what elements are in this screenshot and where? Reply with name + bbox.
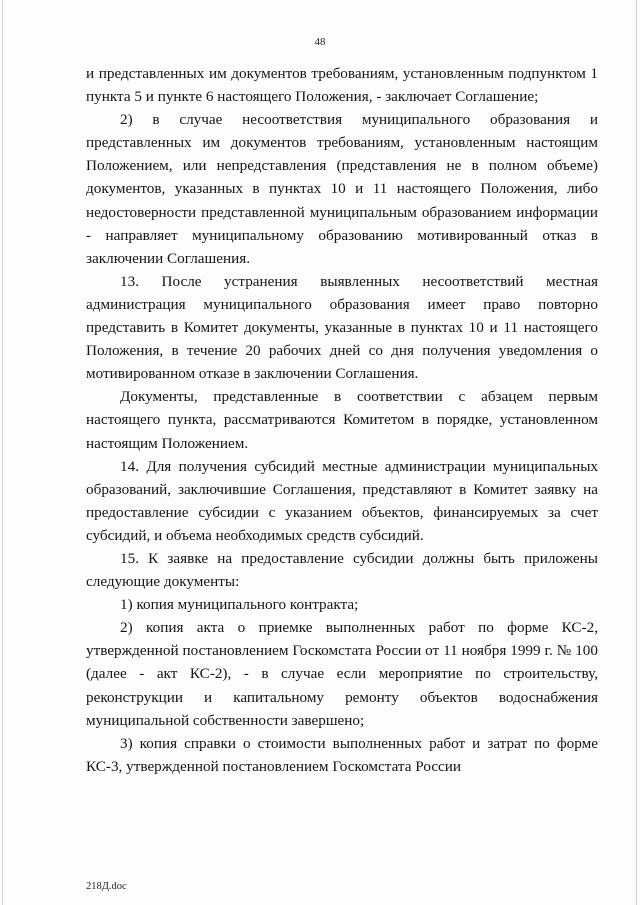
paragraph-clause-14: 14. Для получения субсидий местные администрации муниципальных образований, заключившие Соглашения, представляют в Комитет заявку на предоставление субсидии с указанием объектов, финансируемых за счет субсидий, и объема необходимых средств субсидий. xyxy=(86,457,598,544)
file-name-footer: 218Д.doc xyxy=(86,881,127,892)
paragraph-clause-15-item-1: 1) копия муниципального контракта; xyxy=(120,596,359,614)
paragraph-clause-15-item-2: 2) копия акта о приемке выполненных работ по форме КС-2, утвержденной постановлением Госкомстата России от 11 ноября 1999 г. № 100 (далее - акт КС-2), - в случае если мероприятие по строительству, реконструкции и капитальному ремонту объектов водоснабжения муниципальной собственности завершено; xyxy=(86,619,598,729)
paragraph-clause-13-documents: Документы, представленные в соответствии с абзацем первым настоящего пункта, рассматриваются Комитетом в порядке, установленном настоящим Положением. xyxy=(86,388,598,452)
document-body xyxy=(86,62,598,778)
paragraph-clause-13: 13. После устранения выявленных несоответствий местная администрация муниципального образования имеет право повторно представить в Комитет документы, указанные в пунктах 10 и 11 настоящего Положения, в течение 20 рабочих дней со дня получения уведомления о мотивированном отказе в заключении Соглашения. xyxy=(86,272,598,383)
page-number: 48 xyxy=(314,36,326,48)
paragraph-clause-15-item-3: 3) копия справки о стоимости выполненных работ и затрат по форме КС-3, утвержденной постановлением Госкомстата России xyxy=(86,734,598,775)
scan-edge-right xyxy=(636,0,637,905)
paragraph-clause-15: 15. К заявке на предоставление субсидии должны быть приложены следующие документы: xyxy=(86,549,598,591)
paragraph-item-2: 2) в случае несоответствия муниципального образования и представленных им документов требованиям, установленным настоящим Положением, или непредставления (представления не в полном объеме) документов, указанных в пунктах 10 и 11 настоящего Положения, либо недостоверности представленной муниципальным образованием информации - направляет муниципальному образованию мотивированный отказ в заключении Соглашения. xyxy=(86,111,598,267)
scan-edge-left xyxy=(2,0,3,905)
paragraph-continuation: и представленных им документов требованиям, установленным подпунктом 1 пункта 5 и пункте 6 настоящего Положения, - заключает Соглашение; xyxy=(86,65,598,106)
